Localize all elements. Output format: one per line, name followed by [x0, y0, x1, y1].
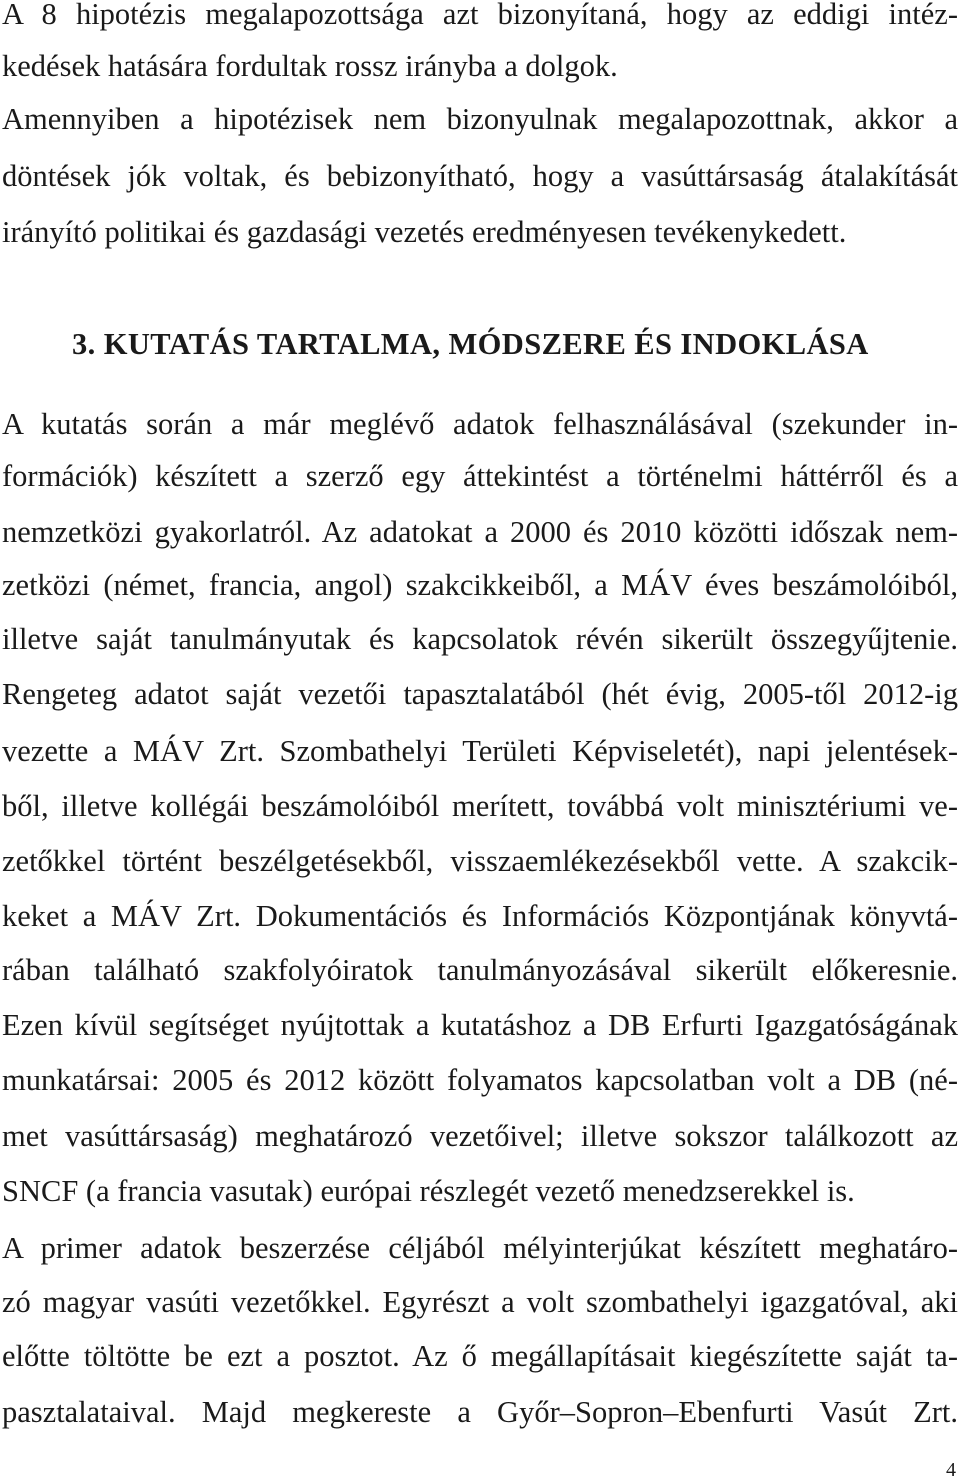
text-line: Amennyiben a hipotézisek nem bizonyulnak megalapozottnak, akkor a	[2, 102, 958, 136]
text-line: előtte töltötte be ezt a posztot. Az ő megállapításait kiegészítette saját ta-	[2, 1339, 958, 1373]
text-line: munkatársai: 2005 és 2012 között folyamatos kapcsolatban volt a DB (né-	[2, 1063, 958, 1097]
text-line: A kutatás során a már meglévő adatok felhasználásával (szekunder in-	[2, 407, 958, 441]
text-line: pasztalataival. Majd megkereste a Győr–Sopron–Ebenfurti Vasút Zrt.	[2, 1395, 958, 1429]
text-line: formációk) készített a szerző egy áttekintést a történelmi háttérről és a	[2, 459, 958, 493]
text-line: Rengeteg adatot saját vezetői tapasztalatából (hét évig, 2005-től 2012-ig	[2, 677, 958, 711]
text-line: illetve saját tanulmányutak és kapcsolatok révén sikerült összegyűjtenie.	[2, 622, 958, 656]
text-line: irányító politikai és gazdasági vezetés eredményesen tevékenykedett.	[2, 215, 847, 249]
text-line: met vasúttársaság) meghatározó vezetőivel; illetve sokszor találkozott az	[2, 1119, 958, 1153]
section-heading: 3. KUTATÁS TARTALMA, MÓDSZERE ÉS INDOKLÁSA	[72, 327, 869, 361]
text-line: vezette a MÁV Zrt. Szombathelyi Területi Képviseletét), napi jelentések-	[2, 734, 958, 768]
page-number: 4	[946, 1459, 956, 1481]
text-line: A 8 hipotézis megalapozottsága azt bizonyítaná, hogy az eddigi intéz-	[2, 0, 958, 31]
text-line: SNCF (a francia vasutak) európai részlegét vezető menedzserekkel is.	[2, 1174, 855, 1208]
text-line: zetőkkel történt beszélgetésekből, visszaemlékezésekből vette. A szakcik-	[2, 844, 958, 878]
text-line: döntések jók voltak, és bebizonyítható, hogy a vasúttársaság átalakítását	[2, 159, 958, 193]
text-line: keket a MÁV Zrt. Dokumentációs és Információs Központjának könyvtá-	[2, 899, 958, 933]
text-line: ből, illetve kollégái beszámolóiból merített, továbbá volt minisztériumi ve-	[2, 789, 958, 823]
text-line: rában található szakfolyóiratok tanulmányozásával sikerült előkeresnie.	[2, 953, 958, 987]
text-line: A primer adatok beszerzése céljából mélyinterjúkat készített meghatáro-	[2, 1231, 958, 1265]
text-line: Ezen kívül segítséget nyújtottak a kutatáshoz a DB Erfurti Igazgatóságának	[2, 1008, 958, 1042]
text-line: zetközi (német, francia, angol) szakcikkeiből, a MÁV éves beszámolóiból,	[2, 568, 958, 602]
text-line: zó magyar vasúti vezetőkkel. Egyrészt a volt szombathelyi igazgatóval, aki	[2, 1285, 958, 1319]
text-line: nemzetközi gyakorlatról. Az adatokat a 2000 és 2010 közötti időszak nem-	[2, 515, 958, 549]
text-line: kedések hatására fordultak rossz irányba a dolgok.	[2, 49, 618, 83]
